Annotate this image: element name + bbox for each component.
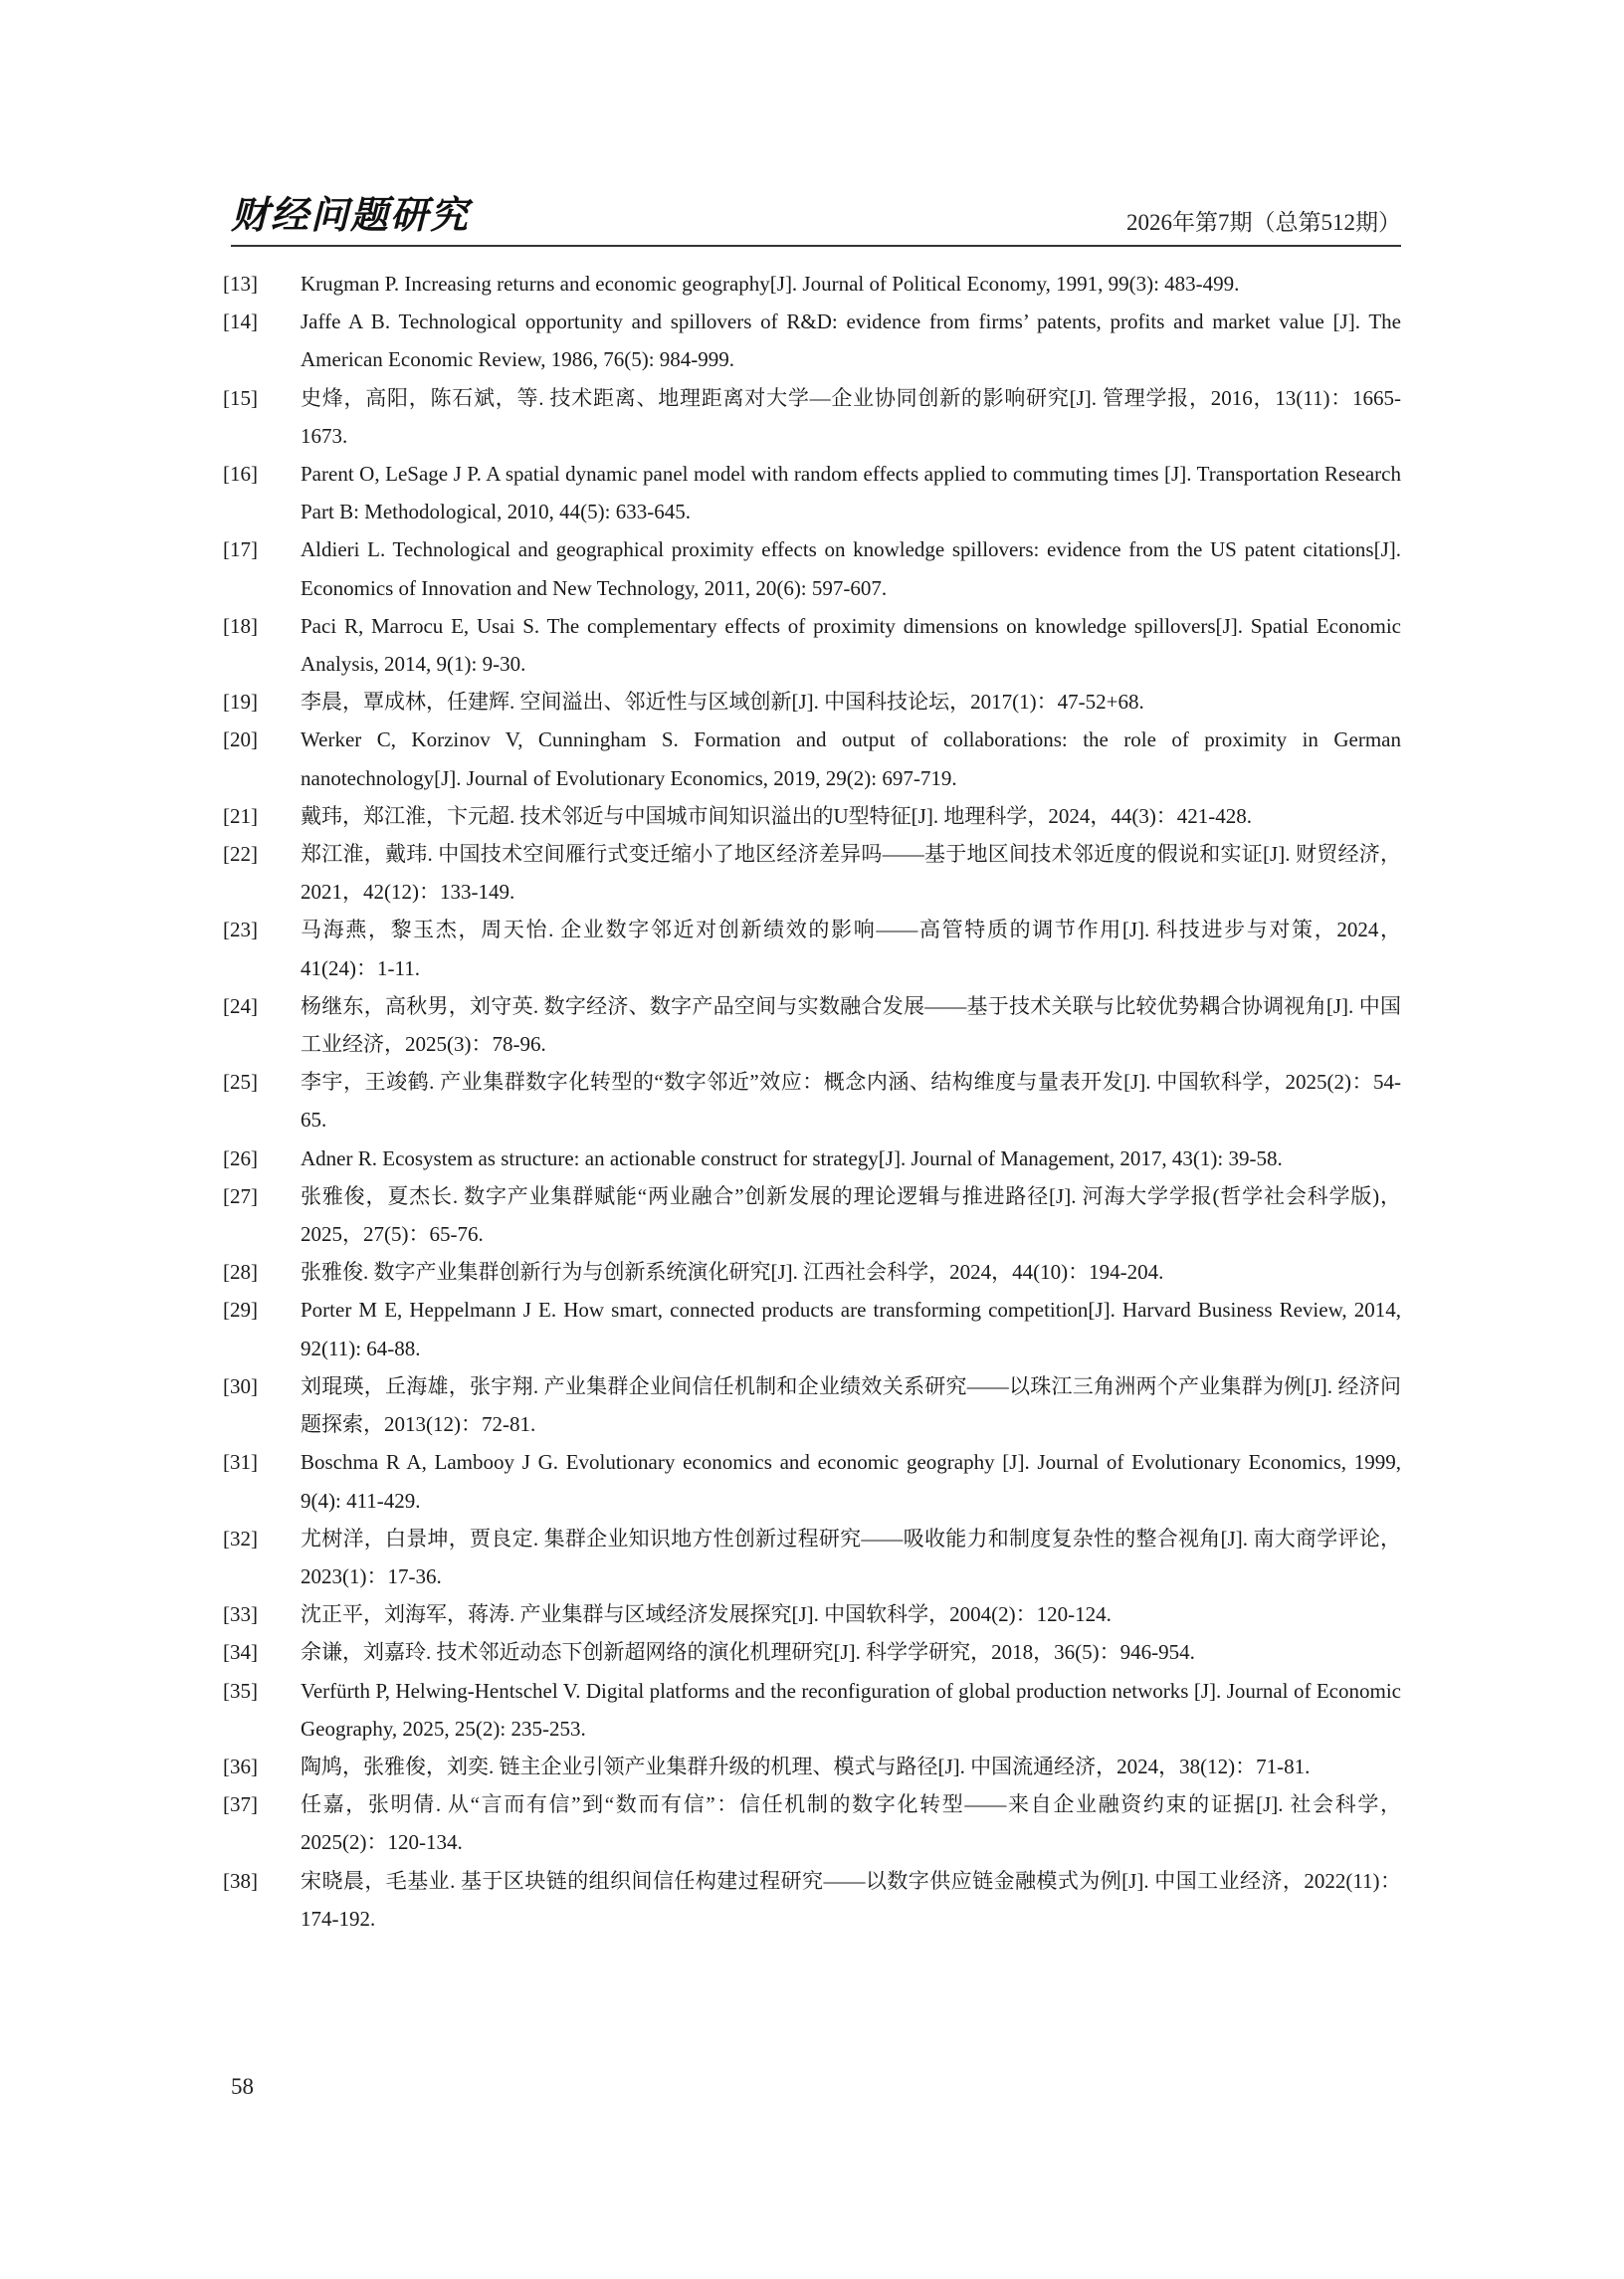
reference-text: Boschma R A, Lambooy J G. Evolutionary economics and economic geography [J]. Journal of Evolutionary Economics, 1999, 9(4): 411-429. — [301, 1450, 1401, 1513]
journal-logo: 财经问题研究 — [231, 192, 471, 237]
reference-text: 陶鸠，张雅俊，刘奕. 链主企业引领产业集群升级的机理、模式与路径[J]. 中国流通经济，2024，38(12)：71-81. — [301, 1754, 1311, 1778]
reference-number: [30] — [223, 1373, 258, 1398]
reference-item — [223, 1063, 1401, 1139]
reference-text: 余谦，刘嘉玲. 技术邻近动态下创新超网络的演化机理研究[J]. 科学学研究，2018，36(5)：946-954. — [301, 1640, 1195, 1665]
reference-item — [223, 1520, 1401, 1595]
reference-number: [19] — [223, 690, 258, 715]
reference-item — [223, 835, 1401, 911]
reference-number: [24] — [223, 993, 258, 1018]
reference-item — [223, 1672, 1401, 1748]
reference-number: [33] — [223, 1602, 258, 1627]
reference-text: 任嘉，张明倩. 从“言而有信”到“数而有信”：信任机制的数字化转型——来自企业融资约束的证据[J]. 社会科学，2025(2)：120-134. — [301, 1792, 1401, 1855]
reference-item — [223, 1862, 1401, 1938]
reference-text: 李宇，王竣鹤. 产业集群数字化转型的“数字邻近”效应：概念内涵、结构维度与量表开发[J]. 中国软科学，2025(2)：54-65. — [301, 1070, 1401, 1133]
reference-number: [34] — [223, 1640, 258, 1665]
reference-number: [21] — [223, 803, 258, 828]
reference-item — [223, 911, 1401, 986]
reference-number: [36] — [223, 1754, 258, 1778]
reference-number: [13] — [223, 272, 258, 296]
reference-text: 张雅俊. 数字产业集群创新行为与创新系统演化研究[J]. 江西社会科学，2024，44(10)：194-204. — [301, 1260, 1164, 1285]
reference-number: [23] — [223, 918, 258, 942]
reference-text: 尤树洋，白景坤，贾良定. 集群企业知识地方性创新过程研究——吸收能力和制度复杂性的整合视角[J]. 南大商学评论，2023(1)：17-36. — [301, 1526, 1401, 1588]
reference-text: 马海燕，黎玉杰，周天怡. 企业数字邻近对创新绩效的影响——高管特质的调节作用[J]. 科技进步与对策，2024，41(24)：1-11. — [301, 918, 1401, 980]
reference-number: [20] — [223, 727, 258, 752]
reference-item — [223, 1443, 1401, 1519]
reference-number: [32] — [223, 1526, 258, 1551]
reference-item — [223, 265, 1401, 303]
reference-number: [26] — [223, 1145, 258, 1170]
reference-item — [223, 1140, 1401, 1177]
reference-text: 宋晓晨，毛基业. 基于区块链的组织间信任构建过程研究——以数字供应链金融模式为例[J]. 中国工业经济，2022(11)：174-192. — [301, 1868, 1401, 1931]
reference-item — [223, 530, 1401, 606]
reference-text: 李晨，覃成林，任建辉. 空间溢出、邻近性与区域创新[J]. 中国科技论坛，2017(1)：47-52+68. — [301, 690, 1144, 715]
reference-text: 史烽，高阳，陈石斌，等. 技术距离、地理距离对大学—企业协同创新的影响研究[J]. 管理学报，2016，13(11)：1665-1673. — [301, 385, 1401, 448]
reference-text: 刘琨瑛，丘海雄，张宇翔. 产业集群企业间信任机制和企业绩效关系研究——以珠江三角洲两个产业集群为例[J]. 经济问题探索，2013(12)：72-81. — [301, 1373, 1401, 1437]
page-number: 58 — [231, 2074, 254, 2099]
reference-item — [223, 721, 1401, 796]
reference-number: [31] — [223, 1450, 258, 1475]
reference-number: [28] — [223, 1260, 258, 1285]
reference-number: [29] — [223, 1298, 258, 1323]
reference-text: 张雅俊，夏杰长. 数字产业集群赋能“两业融合”创新发展的理论逻辑与推进路径[J]. 河海大学学报(哲学社会科学版)，2025，27(5)：65-76. — [301, 1183, 1401, 1247]
reference-item — [223, 683, 1401, 721]
reference-item — [223, 1367, 1401, 1443]
reference-number: [38] — [223, 1868, 258, 1893]
reference-text: 郑江淮，戴玮. 中国技术空间雁行式变迁缩小了地区经济差异吗——基于地区间技术邻近度的假说和实证[J]. 财贸经济，2021，42(12)：133-149. — [301, 842, 1401, 905]
issue-info: 2026年第7期（总第512期） — [1126, 210, 1401, 235]
reference-item — [223, 797, 1401, 835]
reference-item — [223, 1633, 1401, 1671]
reference-text: Aldieri L. Technological and geographical proximity effects on knowledge spillovers: evidence from the US patent citations[J]. Economics of Innovation and New Technology, 2011, 20(6): 597-607. — [301, 537, 1401, 600]
reference-item — [223, 1177, 1401, 1253]
reference-text: 戴玮，郑江淮，卞元超. 技术邻近与中国城市间知识溢出的U型特征[J]. 地理科学，2024，44(3)：421-428. — [301, 803, 1253, 828]
reference-number: [37] — [223, 1792, 258, 1817]
reference-text: 杨继东，高秋男，刘守英. 数字经济、数字产品空间与实数融合发展——基于技术关联与比较优势耦合协调视角[J]. 中国工业经济，2025(3)：78-96. — [301, 993, 1401, 1057]
reference-text: Paci R, Marrocu E, Usai S. The complementary effects of proximity dimensions on knowledge spillovers[J]. Spatial Economic Analysis, 2014, 9(1): 9-30. — [301, 613, 1401, 677]
reference-number: [25] — [223, 1070, 258, 1095]
reference-number: [18] — [223, 613, 258, 638]
reference-item — [223, 607, 1401, 683]
reference-list — [223, 265, 1401, 1938]
reference-number: [27] — [223, 1183, 258, 1208]
reference-text: Porter M E, Heppelmann J E. How smart, connected products are transforming competition[J]. Harvard Business Review, 2014, 92(11): 64-88. — [301, 1298, 1401, 1360]
reference-text: Parent O, LeSage J P. A spatial dynamic panel model with random effects applied to commuting times [J]. Transportation Research Part B: Methodological, 2010, 44(5): 633-645. — [301, 462, 1401, 524]
reference-text: Krugman P. Increasing returns and economic geography[J]. Journal of Political Economy, 1991, 99(3): 483-499. — [301, 272, 1240, 296]
reference-item — [223, 1291, 1401, 1366]
reference-number: [22] — [223, 842, 258, 867]
reference-text: Jaffe A B. Technological opportunity and spillovers of R&D: evidence from firms’ patents, profits and market value [J]. The American Economic Review, 1986, 76(5): 984-999. — [301, 310, 1401, 372]
reference-item — [223, 379, 1401, 455]
reference-item — [223, 1748, 1401, 1785]
reference-text: Werker C, Korzinov V, Cunningham S. Formation and output of collaborations: the role of proximity in German nanotechnology[J]. Journal of Evolutionary Economics, 2019, 29(2): 697-719. — [301, 727, 1401, 790]
reference-text: 沈正平，刘海军，蒋涛. 产业集群与区域经济发展探究[J]. 中国软科学，2004(2)：120-124. — [301, 1602, 1112, 1627]
reference-item — [223, 455, 1401, 530]
reference-number: [14] — [223, 310, 258, 334]
page-header — [231, 192, 1401, 247]
reference-text: Adner R. Ecosystem as structure: an actionable construct for strategy[J]. Journal of Management, 2017, 43(1): 39-58. — [301, 1145, 1283, 1170]
reference-number: [17] — [223, 537, 258, 562]
reference-item — [223, 1595, 1401, 1633]
reference-item — [223, 1253, 1401, 1291]
reference-number: [35] — [223, 1678, 258, 1703]
reference-number: [16] — [223, 462, 258, 487]
reference-item — [223, 303, 1401, 378]
reference-item — [223, 987, 1401, 1063]
reference-item — [223, 1785, 1401, 1861]
reference-number: [15] — [223, 385, 258, 410]
reference-text: Verfürth P, Helwing-Hentschel V. Digital platforms and the reconfiguration of global production networks [J]. Journal of Economic Geography, 2025, 25(2): 235-253. — [301, 1678, 1401, 1741]
